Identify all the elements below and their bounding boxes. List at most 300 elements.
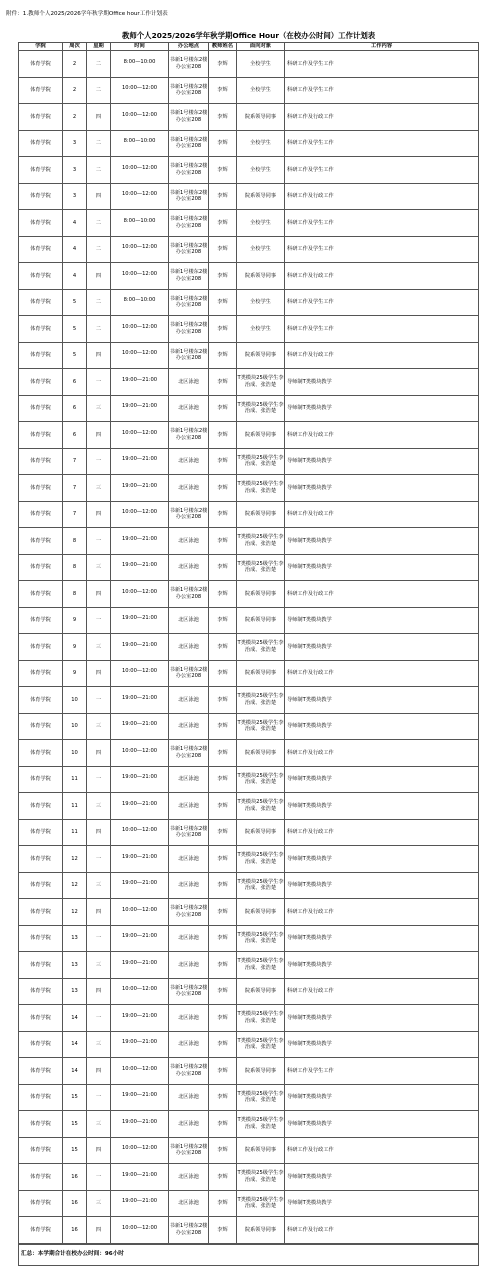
content-cell: 导师制T类模块教学 bbox=[285, 528, 479, 555]
time-text: 10:00—12:00 bbox=[121, 1145, 158, 1151]
time-cell bbox=[111, 130, 169, 157]
audience-cell: T类模块25级学生李治成、张浩楚 bbox=[237, 369, 285, 396]
time-cell bbox=[111, 501, 169, 528]
college-cell: 体育学院 bbox=[19, 342, 63, 369]
week-cell: 9 bbox=[63, 634, 87, 661]
content-cell: 科研工作及行政工作 bbox=[285, 978, 479, 1005]
table-row bbox=[19, 607, 479, 634]
content-cell: 导师制T类模块教学 bbox=[285, 1164, 479, 1191]
time-cell bbox=[111, 634, 169, 661]
time-cell bbox=[111, 1031, 169, 1058]
week-cell: 2 bbox=[63, 51, 87, 78]
content-cell: 科研工作及行政工作 bbox=[285, 581, 479, 608]
college-cell: 体育学院 bbox=[19, 952, 63, 979]
week-cell: 14 bbox=[63, 1058, 87, 1085]
week-cell: 14 bbox=[63, 1031, 87, 1058]
teacher-cell: 李辉 bbox=[209, 793, 237, 820]
time-text: 10:00—12:00 bbox=[121, 747, 158, 754]
time-cell bbox=[111, 1164, 169, 1191]
college-cell: 体育学院 bbox=[19, 793, 63, 820]
college-cell: 体育学院 bbox=[19, 846, 63, 873]
location-cell: 书新1号楼东2楼办公室208 bbox=[169, 263, 209, 290]
time-text: 19:00—21:00 bbox=[121, 694, 158, 701]
weekday-cell: 三 bbox=[87, 1190, 111, 1217]
week-cell: 10 bbox=[63, 740, 87, 767]
teacher-cell: 李辉 bbox=[209, 395, 237, 422]
college-cell: 体育学院 bbox=[19, 1137, 63, 1164]
college-cell: 体育学院 bbox=[19, 1031, 63, 1058]
weekday-cell: 四 bbox=[87, 1217, 111, 1244]
audience-cell: T类模块25级学生李治成、张浩楚 bbox=[237, 395, 285, 422]
audience-cell: 院系领导同事 bbox=[237, 1217, 285, 1244]
content-cell: 科研工作及行政工作 bbox=[285, 263, 479, 290]
location-cell: 书新1号楼东2楼办公室208 bbox=[169, 210, 209, 237]
time-cell bbox=[111, 263, 169, 290]
content-cell: 导师制T类模块教学 bbox=[285, 607, 479, 634]
time-cell bbox=[111, 1190, 169, 1217]
week-cell: 3 bbox=[63, 130, 87, 157]
time-cell bbox=[111, 157, 169, 184]
time-cell bbox=[111, 607, 169, 634]
audience-cell: 院系领导同事 bbox=[237, 899, 285, 926]
location-cell: 书新1号楼东2楼办公室208 bbox=[169, 501, 209, 528]
teacher-cell: 李辉 bbox=[209, 77, 237, 104]
table-row bbox=[19, 1058, 479, 1085]
table-title-row bbox=[19, 30, 479, 43]
time-text: 19:00—21:00 bbox=[121, 403, 158, 409]
college-cell: 体育学院 bbox=[19, 130, 63, 157]
teacher-cell: 李辉 bbox=[209, 157, 237, 184]
content-cell: 科研工作及学生工作 bbox=[285, 316, 479, 343]
location-cell: 北区泳池 bbox=[169, 687, 209, 714]
location-cell: 书新1号楼东2楼办公室208 bbox=[169, 978, 209, 1005]
time-cell bbox=[111, 687, 169, 714]
teacher-cell: 李辉 bbox=[209, 210, 237, 237]
week-cell: 12 bbox=[63, 872, 87, 899]
audience-cell: T类模块25级学生李治成、张浩楚 bbox=[237, 528, 285, 555]
college-cell: 体育学院 bbox=[19, 766, 63, 793]
time-text: 19:00—21:00 bbox=[121, 933, 158, 939]
table-row bbox=[19, 1111, 479, 1138]
teacher-cell: 李辉 bbox=[209, 1217, 237, 1244]
table-row bbox=[19, 687, 479, 714]
week-cell: 11 bbox=[63, 766, 87, 793]
time-cell bbox=[111, 978, 169, 1005]
college-cell: 体育学院 bbox=[19, 713, 63, 740]
week-cell: 11 bbox=[63, 819, 87, 846]
teacher-cell: 李辉 bbox=[209, 289, 237, 316]
week-cell: 15 bbox=[63, 1137, 87, 1164]
time-text: 10:00—12:00 bbox=[121, 164, 158, 171]
week-cell: 3 bbox=[63, 157, 87, 184]
location-cell: 北区泳池 bbox=[169, 925, 209, 952]
content-cell: 导师制T类模块教学 bbox=[285, 713, 479, 740]
location-cell: 书新1号楼东2楼办公室208 bbox=[169, 51, 209, 78]
college-cell: 体育学院 bbox=[19, 157, 63, 184]
time-text: 19:00—21:00 bbox=[121, 1171, 158, 1178]
content-cell: 科研工作及行政工作 bbox=[285, 104, 479, 131]
time-text: 8:00—10:00 bbox=[123, 58, 156, 65]
time-cell bbox=[111, 395, 169, 422]
weekday-cell: 一 bbox=[87, 1005, 111, 1032]
content-cell: 导师制T类模块教学 bbox=[285, 634, 479, 661]
time-cell bbox=[111, 448, 169, 475]
location-cell: 北区泳池 bbox=[169, 713, 209, 740]
audience-cell: T类模块25级学生李治成、张浩楚 bbox=[237, 687, 285, 714]
college-cell: 体育学院 bbox=[19, 1084, 63, 1111]
table-row bbox=[19, 342, 479, 369]
location-cell: 书新1号楼东2楼办公室208 bbox=[169, 740, 209, 767]
teacher-cell: 李辉 bbox=[209, 766, 237, 793]
teacher-cell: 李辉 bbox=[209, 475, 237, 502]
table-row bbox=[19, 475, 479, 502]
weekday-cell: 一 bbox=[87, 1164, 111, 1191]
location-cell: 书新1号楼东2楼办公室208 bbox=[169, 1058, 209, 1085]
week-cell: 13 bbox=[63, 952, 87, 979]
time-text: 10:00—12:00 bbox=[121, 323, 158, 330]
weekday-cell: 三 bbox=[87, 1111, 111, 1138]
location-cell: 北区泳池 bbox=[169, 395, 209, 422]
time-cell bbox=[111, 475, 169, 502]
content-cell: 导师制T类模块教学 bbox=[285, 395, 479, 422]
teacher-cell: 李辉 bbox=[209, 713, 237, 740]
time-text: 19:00—21:00 bbox=[121, 1118, 158, 1125]
content-cell: 导师制T类模块教学 bbox=[285, 448, 479, 475]
time-cell bbox=[111, 316, 169, 343]
location-cell: 书新1号楼东2楼办公室208 bbox=[169, 342, 209, 369]
time-text: 19:00—21:00 bbox=[121, 562, 158, 568]
time-text: 19:00—21:00 bbox=[121, 641, 158, 648]
weekday-cell: 一 bbox=[87, 607, 111, 634]
office-hour-table bbox=[18, 30, 479, 1266]
teacher-cell: 李辉 bbox=[209, 607, 237, 634]
time-text: 8:00—10:00 bbox=[123, 217, 156, 224]
table-row bbox=[19, 157, 479, 184]
teacher-cell: 李辉 bbox=[209, 872, 237, 899]
time-text: 10:00—12:00 bbox=[121, 244, 158, 250]
time-text: 10:00—12:00 bbox=[121, 986, 158, 992]
weekday-cell: 四 bbox=[87, 104, 111, 131]
table-row bbox=[19, 51, 479, 78]
time-cell bbox=[111, 1084, 169, 1111]
audience-cell: T类模块25级学生李治成、张浩楚 bbox=[237, 872, 285, 899]
week-cell: 14 bbox=[63, 1005, 87, 1032]
location-cell: 北区泳池 bbox=[169, 607, 209, 634]
time-text: 10:00—12:00 bbox=[121, 191, 158, 197]
teacher-cell: 李辉 bbox=[209, 1137, 237, 1164]
teacher-cell: 李辉 bbox=[209, 342, 237, 369]
time-text: 10:00—12:00 bbox=[121, 509, 158, 515]
audience-cell: T类模块25级学生李治成、张浩楚 bbox=[237, 925, 285, 952]
time-cell bbox=[111, 210, 169, 237]
weekday-cell: 三 bbox=[87, 872, 111, 899]
location-cell: 书新1号楼东2楼办公室208 bbox=[169, 581, 209, 608]
time-cell bbox=[111, 952, 169, 979]
table-row bbox=[19, 448, 479, 475]
table-row bbox=[19, 660, 479, 687]
teacher-cell: 李辉 bbox=[209, 422, 237, 449]
college-cell: 体育学院 bbox=[19, 554, 63, 581]
time-cell bbox=[111, 1111, 169, 1138]
audience-cell: 全校学生 bbox=[237, 210, 285, 237]
location-cell: 北区泳池 bbox=[169, 1005, 209, 1032]
content-cell: 科研工作及行政工作 bbox=[285, 660, 479, 687]
content-cell: 科研工作及学生工作 bbox=[285, 236, 479, 263]
table-row bbox=[19, 952, 479, 979]
weekday-cell: 一 bbox=[87, 846, 111, 873]
table-row bbox=[19, 899, 479, 926]
audience-cell: 全校学生 bbox=[237, 77, 285, 104]
college-cell: 体育学院 bbox=[19, 607, 63, 634]
time-text: 19:00—21:00 bbox=[121, 482, 158, 489]
teacher-cell: 李辉 bbox=[209, 687, 237, 714]
audience-cell: 院系领导同事 bbox=[237, 342, 285, 369]
content-cell: 导师制T类模块教学 bbox=[285, 1190, 479, 1217]
week-cell: 4 bbox=[63, 236, 87, 263]
audience-cell: 院系领导同事 bbox=[237, 183, 285, 210]
audience-cell: 全校学生 bbox=[237, 51, 285, 78]
time-text: 19:00—21:00 bbox=[121, 774, 158, 780]
time-text: 10:00—12:00 bbox=[121, 668, 158, 674]
time-cell bbox=[111, 581, 169, 608]
time-cell bbox=[111, 528, 169, 555]
location-cell: 北区泳池 bbox=[169, 554, 209, 581]
week-cell: 9 bbox=[63, 607, 87, 634]
location-cell: 书新1号楼东2楼办公室208 bbox=[169, 77, 209, 104]
audience-cell: T类模块25级学生李治成、张浩楚 bbox=[237, 952, 285, 979]
weekday-cell: 二 bbox=[87, 130, 111, 157]
audience-cell: T类模块25级学生李治成、张浩楚 bbox=[237, 766, 285, 793]
time-text: 10:00—12:00 bbox=[121, 350, 158, 356]
location-cell: 书新1号楼东2楼办公室208 bbox=[169, 289, 209, 316]
audience-cell: 全校学生 bbox=[237, 157, 285, 184]
content-cell: 导师制T类模块教学 bbox=[285, 1005, 479, 1032]
table-row bbox=[19, 501, 479, 528]
week-cell: 13 bbox=[63, 978, 87, 1005]
table-row bbox=[19, 236, 479, 263]
audience-cell: T类模块25级学生李治成、张浩楚 bbox=[237, 1111, 285, 1138]
header-college: 学院 bbox=[19, 43, 63, 51]
location-cell: 北区泳池 bbox=[169, 1164, 209, 1191]
content-cell: 科研工作及行政工作 bbox=[285, 1137, 479, 1164]
table-row bbox=[19, 793, 479, 820]
week-cell: 8 bbox=[63, 528, 87, 555]
audience-cell: 院系领导同事 bbox=[237, 819, 285, 846]
table-row bbox=[19, 395, 479, 422]
teacher-cell: 李辉 bbox=[209, 448, 237, 475]
college-cell: 体育学院 bbox=[19, 448, 63, 475]
teacher-cell: 李辉 bbox=[209, 899, 237, 926]
time-cell bbox=[111, 422, 169, 449]
weekday-cell: 二 bbox=[87, 236, 111, 263]
location-cell: 北区泳池 bbox=[169, 1084, 209, 1111]
location-cell: 书新1号楼东2楼办公室208 bbox=[169, 157, 209, 184]
table-row bbox=[19, 819, 479, 846]
audience-cell: 院系领导同事 bbox=[237, 660, 285, 687]
time-text: 10:00—12:00 bbox=[121, 906, 158, 913]
content-cell: 导师制T类模块教学 bbox=[285, 554, 479, 581]
content-cell: 科研工作及行政工作 bbox=[285, 183, 479, 210]
location-cell: 书新1号楼东2楼办公室208 bbox=[169, 1217, 209, 1244]
weekday-cell: 三 bbox=[87, 634, 111, 661]
location-cell: 北区泳池 bbox=[169, 846, 209, 873]
time-cell bbox=[111, 183, 169, 210]
table-row bbox=[19, 554, 479, 581]
weekday-cell: 二 bbox=[87, 51, 111, 78]
audience-cell: T类模块25级学生李治成、张浩楚 bbox=[237, 1005, 285, 1032]
college-cell: 体育学院 bbox=[19, 501, 63, 528]
teacher-cell: 李辉 bbox=[209, 634, 237, 661]
table-row bbox=[19, 210, 479, 237]
week-cell: 11 bbox=[63, 793, 87, 820]
content-cell: 导师制T类模块教学 bbox=[285, 369, 479, 396]
content-cell: 科研工作及学生工作 bbox=[285, 289, 479, 316]
location-cell: 北区泳池 bbox=[169, 369, 209, 396]
weekday-cell: 四 bbox=[87, 1058, 111, 1085]
college-cell: 体育学院 bbox=[19, 395, 63, 422]
table-row bbox=[19, 1190, 479, 1217]
content-cell: 导师制T类模块教学 bbox=[285, 872, 479, 899]
location-cell: 书新1号楼东2楼办公室208 bbox=[169, 422, 209, 449]
table-row bbox=[19, 925, 479, 952]
content-cell: 科研工作及行政工作 bbox=[285, 501, 479, 528]
teacher-cell: 李辉 bbox=[209, 51, 237, 78]
audience-cell: 全校学生 bbox=[237, 289, 285, 316]
teacher-cell: 李辉 bbox=[209, 952, 237, 979]
audience-cell: 院系领导同事 bbox=[237, 263, 285, 290]
location-cell: 北区泳池 bbox=[169, 952, 209, 979]
location-cell: 书新1号楼东2楼办公室208 bbox=[169, 104, 209, 131]
teacher-cell: 李辉 bbox=[209, 183, 237, 210]
table-row bbox=[19, 263, 479, 290]
teacher-cell: 李辉 bbox=[209, 846, 237, 873]
time-text: 10:00—12:00 bbox=[121, 270, 158, 277]
time-text: 19:00—21:00 bbox=[121, 1198, 158, 1204]
location-cell: 北区泳池 bbox=[169, 1111, 209, 1138]
teacher-cell: 李辉 bbox=[209, 130, 237, 157]
location-cell: 书新1号楼东2楼办公室208 bbox=[169, 236, 209, 263]
table-row bbox=[19, 846, 479, 873]
content-cell: 导师制T类模块教学 bbox=[285, 475, 479, 502]
teacher-cell: 李辉 bbox=[209, 1111, 237, 1138]
location-cell: 书新1号楼东2楼办公室208 bbox=[169, 183, 209, 210]
weekday-cell: 三 bbox=[87, 713, 111, 740]
weekday-cell: 四 bbox=[87, 1137, 111, 1164]
college-cell: 体育学院 bbox=[19, 581, 63, 608]
content-cell: 导师制T类模块教学 bbox=[285, 952, 479, 979]
table-row bbox=[19, 1164, 479, 1191]
college-cell: 体育学院 bbox=[19, 899, 63, 926]
college-cell: 体育学院 bbox=[19, 1058, 63, 1085]
weekday-cell: 二 bbox=[87, 289, 111, 316]
weekday-cell: 三 bbox=[87, 554, 111, 581]
time-cell bbox=[111, 77, 169, 104]
teacher-cell: 李辉 bbox=[209, 1164, 237, 1191]
location-cell: 书新1号楼东2楼办公室208 bbox=[169, 1137, 209, 1164]
teacher-cell: 李辉 bbox=[209, 104, 237, 131]
weekday-cell: 一 bbox=[87, 766, 111, 793]
time-text: 19:00—21:00 bbox=[121, 456, 158, 462]
audience-cell: 全校学生 bbox=[237, 236, 285, 263]
time-text: 10:00—12:00 bbox=[121, 85, 158, 91]
weekday-cell: 二 bbox=[87, 157, 111, 184]
table-row bbox=[19, 766, 479, 793]
audience-cell: 院系领导同事 bbox=[237, 581, 285, 608]
college-cell: 体育学院 bbox=[19, 51, 63, 78]
teacher-cell: 李辉 bbox=[209, 316, 237, 343]
weekday-cell: 三 bbox=[87, 475, 111, 502]
audience-cell: 全校学生 bbox=[237, 130, 285, 157]
weekday-cell: 四 bbox=[87, 183, 111, 210]
time-text: 8:00—10:00 bbox=[123, 138, 156, 144]
time-cell bbox=[111, 872, 169, 899]
content-cell: 科研工作及行政工作 bbox=[285, 899, 479, 926]
week-cell: 10 bbox=[63, 687, 87, 714]
time-cell bbox=[111, 660, 169, 687]
weekday-cell: 四 bbox=[87, 581, 111, 608]
location-cell: 北区泳池 bbox=[169, 448, 209, 475]
content-cell: 科研工作及行政工作 bbox=[285, 740, 479, 767]
college-cell: 体育学院 bbox=[19, 1111, 63, 1138]
audience-cell: 院系领导同事 bbox=[237, 1137, 285, 1164]
teacher-cell: 李辉 bbox=[209, 581, 237, 608]
time-cell bbox=[111, 236, 169, 263]
location-cell: 书新1号楼东2楼办公室208 bbox=[169, 899, 209, 926]
time-text: 10:00—12:00 bbox=[121, 1065, 158, 1072]
time-cell bbox=[111, 342, 169, 369]
location-cell: 书新1号楼东2楼办公室208 bbox=[169, 130, 209, 157]
time-cell bbox=[111, 793, 169, 820]
week-cell: 2 bbox=[63, 104, 87, 131]
audience-cell: 院系领导同事 bbox=[237, 501, 285, 528]
teacher-cell: 李辉 bbox=[209, 978, 237, 1005]
college-cell: 体育学院 bbox=[19, 183, 63, 210]
time-cell bbox=[111, 819, 169, 846]
weekday-cell: 四 bbox=[87, 501, 111, 528]
week-cell: 5 bbox=[63, 289, 87, 316]
teacher-cell: 李辉 bbox=[209, 1031, 237, 1058]
week-cell: 7 bbox=[63, 501, 87, 528]
location-cell: 书新1号楼东2楼办公室208 bbox=[169, 660, 209, 687]
table-row bbox=[19, 528, 479, 555]
table-row bbox=[19, 422, 479, 449]
audience-cell: 院系领导同事 bbox=[237, 607, 285, 634]
week-cell: 8 bbox=[63, 581, 87, 608]
location-cell: 北区泳池 bbox=[169, 793, 209, 820]
teacher-cell: 李辉 bbox=[209, 263, 237, 290]
audience-cell: 院系领导同事 bbox=[237, 422, 285, 449]
table-row bbox=[19, 369, 479, 396]
time-text: 19:00—21:00 bbox=[121, 853, 158, 860]
table-row bbox=[19, 1084, 479, 1111]
teacher-cell: 李辉 bbox=[209, 501, 237, 528]
week-cell: 5 bbox=[63, 316, 87, 343]
week-cell: 6 bbox=[63, 422, 87, 449]
week-cell: 12 bbox=[63, 899, 87, 926]
header-time: 时间 bbox=[111, 43, 169, 51]
content-cell: 科研工作及行政工作 bbox=[285, 422, 479, 449]
time-cell bbox=[111, 740, 169, 767]
content-cell: 科研工作及学生工作 bbox=[285, 51, 479, 78]
teacher-cell: 李辉 bbox=[209, 528, 237, 555]
college-cell: 体育学院 bbox=[19, 422, 63, 449]
location-cell: 书新1号楼东2楼办公室208 bbox=[169, 316, 209, 343]
teacher-cell: 李辉 bbox=[209, 1005, 237, 1032]
time-cell bbox=[111, 51, 169, 78]
college-cell: 体育学院 bbox=[19, 475, 63, 502]
teacher-cell: 李辉 bbox=[209, 660, 237, 687]
content-cell: 科研工作及学生工作 bbox=[285, 130, 479, 157]
